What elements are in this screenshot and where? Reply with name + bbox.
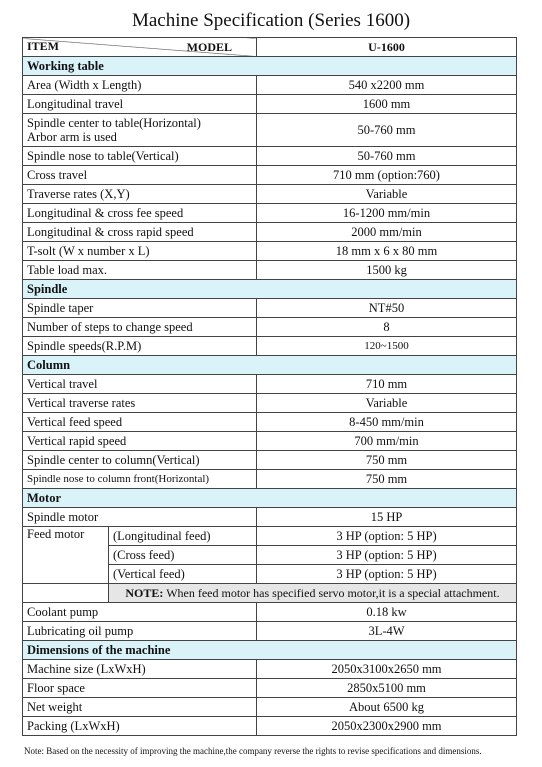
spec-value: Variable — [257, 394, 517, 413]
note-row — [23, 584, 517, 603]
spec-label: Spindle nose to column front(Horizontal) — [23, 470, 257, 489]
spec-label: Spindle center to table(Horizontal) Arbor arm is used — [23, 114, 257, 147]
section-header-column — [23, 356, 517, 375]
spec-label: Longitudinal travel — [23, 95, 257, 114]
spec-label: Vertical traverse rates — [23, 394, 257, 413]
model-header: MODEL — [186, 40, 232, 54]
spec-value: 750 mm — [257, 451, 517, 470]
spec-value: 50-760 mm — [257, 147, 517, 166]
spec-value: 700 mm/min — [257, 432, 517, 451]
spec-row — [23, 223, 517, 242]
feed-motor-label: Feed motor — [23, 527, 109, 584]
section-header-working_table — [23, 57, 517, 76]
spec-value: NT#50 — [257, 299, 517, 318]
section-title: Spindle — [23, 280, 517, 299]
spec-label: Vertical feed speed — [23, 413, 257, 432]
section-header-spindle — [23, 280, 517, 299]
spec-value: 0.18 kw — [257, 603, 517, 622]
note-text: When feed motor has specified servo motor,it is a special attachment. — [163, 586, 500, 600]
spec-value: 8-450 mm/min — [257, 413, 517, 432]
spec-value: 8 — [257, 318, 517, 337]
spec-value: 16-1200 mm/min — [257, 204, 517, 223]
spec-value: 3L-4W — [257, 622, 517, 641]
spec-label: Traverse rates (X,Y) — [23, 185, 257, 204]
section-title: Working table — [23, 57, 517, 76]
section-header-dimensions — [23, 641, 517, 660]
spec-row — [23, 508, 517, 527]
spec-label: Table load max. — [23, 261, 257, 280]
spec-value: 3 HP (option: 5 HP) — [257, 527, 517, 546]
footnote: Note: Based on the necessity of improving the machine,the company reverse the rights to revise specifications and dimensions. — [24, 746, 482, 756]
section-title: Motor — [23, 489, 517, 508]
spec-table — [22, 37, 517, 736]
spec-label: Spindle center to column(Vertical) — [23, 451, 257, 470]
spec-label: Area (Width x Length) — [23, 76, 257, 95]
spec-row — [23, 261, 517, 280]
spec-label: Spindle motor — [23, 508, 257, 527]
spec-value: About 6500 kg — [257, 698, 517, 717]
spec-value: 2050x2300x2900 mm — [257, 717, 517, 736]
spec-value: 2000 mm/min — [257, 223, 517, 242]
spec-row — [23, 432, 517, 451]
page-title: Machine Specification (Series 1600) — [131, 10, 411, 31]
spec-row — [23, 76, 517, 95]
model-value: U-1600 — [257, 38, 517, 57]
spec-label: Spindle speeds(R.P.M) — [23, 337, 257, 356]
spec-value: 3 HP (option: 5 HP) — [257, 546, 517, 565]
spec-row — [23, 451, 517, 470]
spec-label: Vertical rapid speed — [23, 432, 257, 451]
spec-row — [23, 337, 517, 356]
spec-row — [23, 622, 517, 641]
spec-value: 1600 mm — [257, 95, 517, 114]
section-title: Column — [23, 356, 517, 375]
spec-label: T-solt (W x number x L) — [23, 242, 257, 261]
spec-row — [23, 114, 517, 147]
spec-label: Coolant pump — [23, 603, 257, 622]
spec-row — [23, 185, 517, 204]
spec-label: Longitudinal & cross fee speed — [23, 204, 257, 223]
spec-label: Cross travel — [23, 166, 257, 185]
feed-motor-sub-label: (Longitudinal feed) — [109, 527, 257, 546]
spec-label: Packing (LxWxH) — [23, 717, 257, 736]
spec-value: 15 HP — [257, 508, 517, 527]
spec-label: Net weight — [23, 698, 257, 717]
spec-row — [23, 375, 517, 394]
spec-label: Machine size (LxWxH) — [23, 660, 257, 679]
note-spacer — [23, 584, 109, 603]
spec-table-body — [23, 38, 517, 736]
spec-value: Variable — [257, 185, 517, 204]
spec-row — [23, 299, 517, 318]
spec-row — [23, 394, 517, 413]
spec-label: Longitudinal & cross rapid speed — [23, 223, 257, 242]
spec-row — [23, 679, 517, 698]
spec-row — [23, 717, 517, 736]
section-title: Dimensions of the machine — [23, 641, 517, 660]
spec-row — [23, 413, 517, 432]
spec-row — [23, 660, 517, 679]
spec-value: 540 x2200 mm — [257, 76, 517, 95]
item-model-header-cell — [23, 38, 257, 57]
spec-row — [23, 318, 517, 337]
feed-motor-sub-label: (Vertical feed) — [109, 565, 257, 584]
spec-row — [23, 470, 517, 489]
spec-row — [23, 95, 517, 114]
spec-value: 750 mm — [257, 470, 517, 489]
spec-row — [23, 698, 517, 717]
spec-value: 1500 kg — [257, 261, 517, 280]
spec-value: 120~1500 — [257, 337, 517, 356]
spec-label: Spindle nose to table(Vertical) — [23, 147, 257, 166]
spec-value: 710 mm (option:760) — [257, 166, 517, 185]
section-header-motor — [23, 489, 517, 508]
feed-motor-row — [23, 527, 517, 546]
spec-row — [23, 242, 517, 261]
spec-label: Vertical travel — [23, 375, 257, 394]
spec-row — [23, 204, 517, 223]
spec-value: 50-760 mm — [257, 114, 517, 147]
note-label: NOTE: — [125, 586, 164, 600]
spec-row — [23, 603, 517, 622]
feed-motor-sub-label: (Cross feed) — [109, 546, 257, 565]
spec-label: Spindle taper — [23, 299, 257, 318]
motor-note — [109, 584, 517, 603]
spec-row — [23, 147, 517, 166]
spec-value: 2850x5100 mm — [257, 679, 517, 698]
spec-value: 18 mm x 6 x 80 mm — [257, 242, 517, 261]
spec-row — [23, 166, 517, 185]
spec-label: Number of steps to change speed — [23, 318, 257, 337]
spec-value: 710 mm — [257, 375, 517, 394]
spec-value: 2050x3100x2650 mm — [257, 660, 517, 679]
header-row — [23, 38, 517, 57]
spec-label: Lubricating oil pump — [23, 622, 257, 641]
spec-value: 3 HP (option: 5 HP) — [257, 565, 517, 584]
item-header: ITEM — [27, 39, 60, 53]
spec-label: Floor space — [23, 679, 257, 698]
